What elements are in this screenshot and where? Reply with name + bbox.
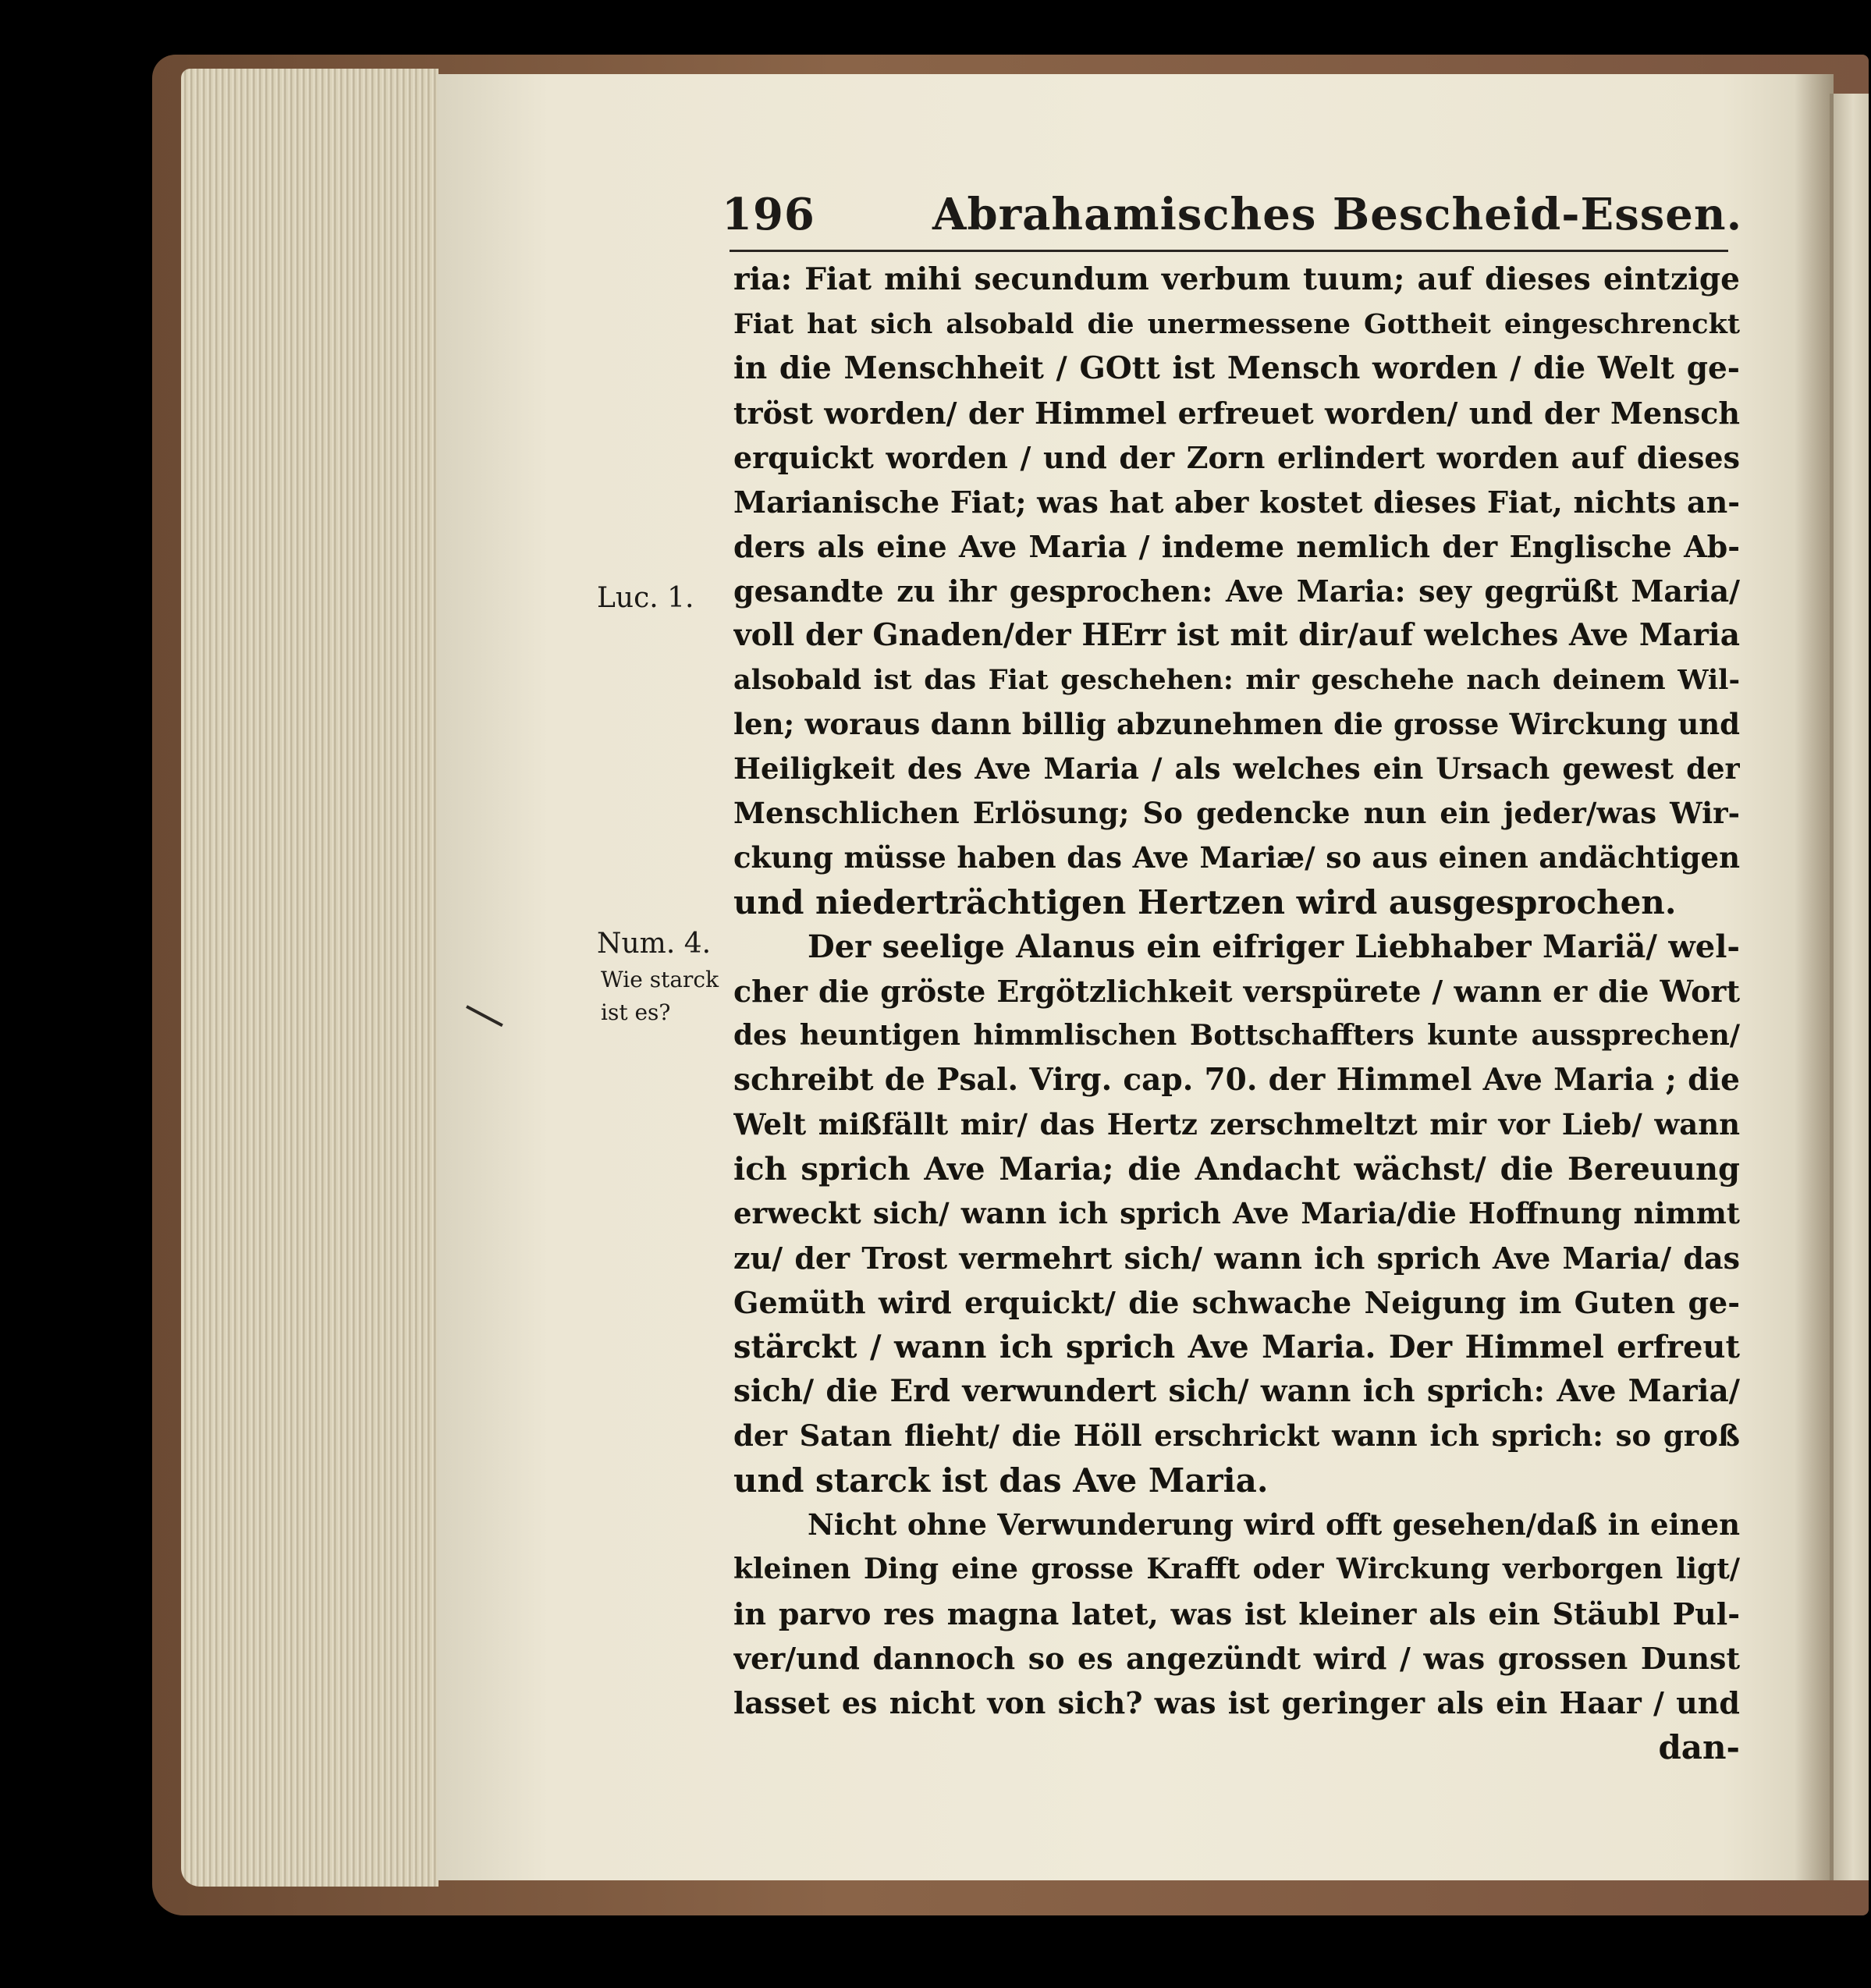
facing-page-edge [1830, 94, 1869, 1880]
show-through [585, 456, 679, 542]
text-line: ckung müsse haben das Ave Mariæ/ so aus einen andächtigen [733, 840, 1740, 875]
text-line: ich sprich Ave Maria; die Andacht wächst/ die Bereuung [733, 1151, 1740, 1187]
text-line: und starck ist das Ave Maria. [733, 1461, 1269, 1500]
text-line: gesandte zu ihr gesprochen: Ave Maria: sey gegrüßt Maria/ [733, 573, 1740, 609]
text-line: Marianische Fiat; was hat aber kostet dieses Fiat, nichts an- [733, 485, 1740, 520]
text-line: ders als eine Ave Maria / indeme nemlich der Englische Ab- [733, 529, 1740, 564]
body-text [733, 257, 1740, 1770]
text-line: kleinen Ding eine grosse Krafft oder Wirckung verborgen ligt/ [733, 1553, 1740, 1585]
text-line: lasset es nicht von sich? was ist geringer als ein Haar / und [733, 1685, 1740, 1720]
margin-note-luc: Luc. 1. [597, 582, 694, 614]
text-line: der Satan flieht/ die Höll erschrickt wann ich sprich: so groß [733, 1418, 1740, 1453]
text-line: erquickt worden / und der Zorn erlindert worden auf dieses [733, 440, 1740, 475]
text-line: schreibt de Psal. Virg. cap. 70. der Himmel Ave Maria ; die [733, 1062, 1740, 1098]
page-number: 196 [722, 189, 815, 240]
margin-note-question-1: Wie starck [601, 967, 719, 992]
text-line: Heiligkeit des Ave Maria / als welches ein Ursach gewest der [733, 751, 1740, 786]
text-line: Menschlichen Erlösung; So gedencke nun ein jeder/was Wir- [733, 796, 1740, 830]
margin-note-question-2: ist es? [601, 999, 671, 1025]
header-rule [730, 250, 1728, 252]
text-line: des heuntigen himmlischen Bottschaffters kunte aussprechen/ [733, 1019, 1740, 1052]
text-line: zu/ der Trost vermehrt sich/ wann ich sprich Ave Maria/ das [733, 1241, 1740, 1276]
text-line: ria: Fiat mihi secundum verbum tuum; auf dieses eintzige [733, 261, 1740, 297]
text-line: len; woraus dann billig abzunehmen die grosse Wirckung und [733, 707, 1740, 741]
text-line: sich/ die Erd verwundert sich/ wann ich sprich: Ave Maria/ [733, 1373, 1740, 1409]
text-line: tröst worden/ der Himmel erfreuet worden/ und der Mensch [733, 396, 1740, 431]
text-line: in die Menschheit / GOtt ist Mensch worden / die Welt ge- [733, 350, 1740, 386]
text-line: in parvo res magna latet, was ist kleiner als ein Stäubl Pul- [733, 1596, 1740, 1631]
text-line: Welt mißfällt mir/ das Hertz zerschmeltzt mir vor Lieb/ wann [733, 1107, 1740, 1141]
text-line: Nicht ohne Verwunderung wird offt gesehen/daß in einen [808, 1507, 1740, 1542]
gutter-shadow [1795, 74, 1834, 1880]
text-line: und niederträchtigen Hertzen wird ausgesprochen. [733, 883, 1677, 921]
text-line: erweckt sich/ wann ich sprich Ave Maria/die Hoffnung nimmt [733, 1196, 1740, 1230]
page-edges [181, 69, 438, 1887]
text-line: Fiat hat sich alsobald die unermessene Gottheit eingeschrenckt [733, 308, 1740, 340]
text-line: Der seelige Alanus ein eifriger Liebhaber Mariä/ wel- [808, 928, 1740, 965]
margin-note-num: Num. 4. [597, 928, 712, 960]
text-line: stärckt / wann ich sprich Ave Maria. Der Himmel erfreut [733, 1329, 1740, 1365]
text-line: ver/und dannoch so es angezündt wird / was grossen Dunst [733, 1641, 1740, 1676]
text-line: Gemüth wird erquickt/ die schwache Neigung im Guten ge- [733, 1285, 1740, 1320]
text-line: voll der Gnaden/der HErr ist mit dir/auf welches Ave Maria [733, 617, 1740, 653]
text-line: alsobald ist das Fiat geschehen: mir geschehe nach deinem Wil- [733, 664, 1740, 696]
catchword: dan- [1658, 1728, 1740, 1766]
running-title: Abrahamisches Bescheid-Essen. [932, 189, 1743, 240]
text-line: cher die gröste Ergötzlichkeit verspürete / wann er die Wort [733, 974, 1740, 1009]
running-head [722, 183, 1743, 246]
